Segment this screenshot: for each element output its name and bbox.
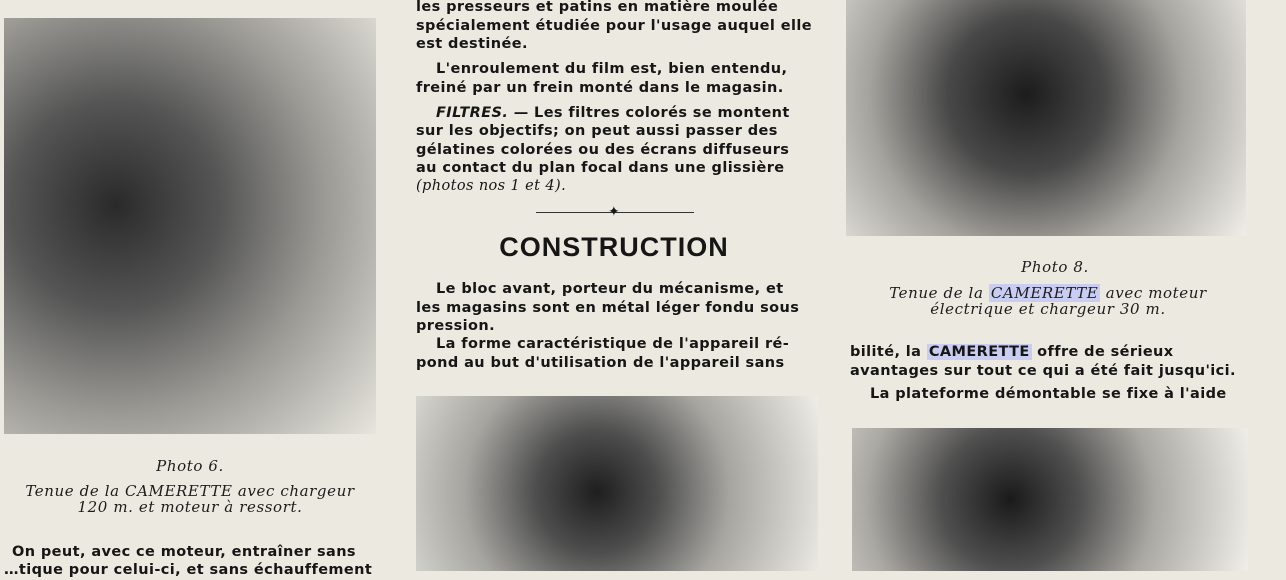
middle-filtres-line3: gélatines colorées ou des écrans diffuseurs — [416, 142, 790, 158]
body-text: bilité, la — [850, 344, 927, 360]
filtres-text: — Les filtres colorés se montent — [508, 105, 790, 121]
middle-constr-line5: pond au but d'utilisation de l'appareil sans — [416, 355, 785, 371]
middle-filtres-line5: (photos nos 1 et 4). — [416, 178, 567, 194]
construction-heading: CONSTRUCTION — [499, 232, 729, 262]
left-body-line2: …tique pour celui-ci, et sans échauffement — [4, 562, 373, 578]
middle-film-line2: freiné par un frein monté dans le magasin. — [416, 80, 784, 96]
middle-constr-line1: Le bloc avant, porteur du mécanisme, et — [436, 281, 784, 297]
left-body-line1: On peut, avec ce moteur, entraîner sans — [12, 544, 356, 560]
photo-6-caption-line2: 120 m. et moteur à ressort. — [77, 498, 303, 516]
middle-top-line3: est destinée. — [416, 36, 528, 52]
photo-8-caption-line2: électrique et chargeur 30 m. — [930, 300, 1166, 318]
middle-filtres-line1 — [436, 104, 818, 123]
middle-constr-line2: les magasins sont en métal léger fondu sous — [416, 300, 800, 316]
middle-top-line1: les presseurs et patins en matière moulée — [416, 0, 779, 15]
filtres-label: FILTRES. — [436, 105, 509, 121]
middle-film-line1: L'enroulement du film est, bien entendu, — [436, 61, 788, 77]
middle-filtres-line2: sur les objectifs; on peut aussi passer des — [416, 123, 778, 139]
photo-6 — [4, 18, 376, 434]
body-highlight: CAMERETTE — [928, 344, 1030, 360]
right-body-line2: avantages sur tout ce qui a été fait jusqu'ici. — [850, 363, 1236, 379]
body-text: offre de sérieux — [1031, 344, 1174, 360]
right-body-line1 — [850, 343, 1251, 362]
photo-8-caption-title: Photo 8. — [1021, 258, 1089, 276]
photo-8 — [846, 0, 1246, 236]
photo-6-caption-line1: Tenue de la CAMERETTE avec chargeur — [25, 482, 355, 500]
middle-constr-line3: pression. — [416, 318, 495, 334]
middle-top-line2: spécialement étudiée pour l'usage auquel elle — [416, 18, 812, 34]
caption-text: Tenue de la — [889, 284, 989, 302]
middle-constr-line4: La forme caractéristique de l'appareil ré- — [436, 336, 790, 352]
right-body-line3: La plateforme démontable se fixe à l'aide — [870, 386, 1227, 402]
middle-filtres-line4: au contact du plan focal dans une glissière — [416, 160, 785, 176]
caption-highlight: CAMERETTE — [990, 284, 1099, 302]
photo-9 — [852, 428, 1248, 571]
divider-ornament-icon: ✦ — [608, 204, 620, 220]
caption-text: avec moteur — [1100, 284, 1207, 302]
photo-7 — [416, 396, 818, 571]
photo-6-caption-title: Photo 6. — [156, 457, 224, 475]
